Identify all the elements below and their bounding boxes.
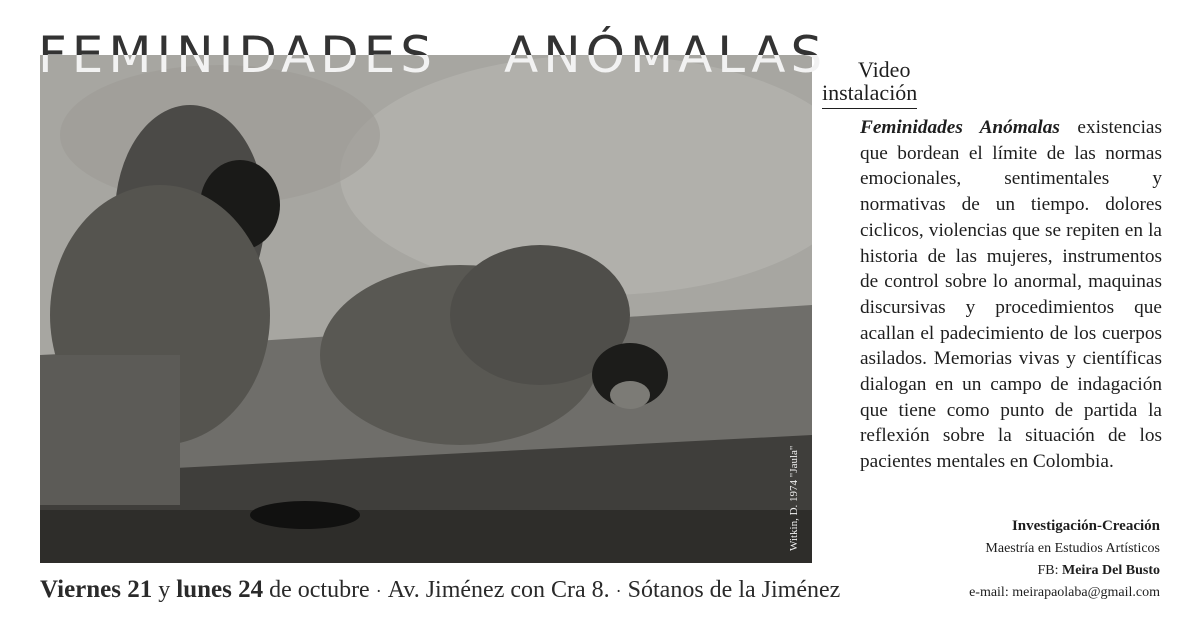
description-text: existencias que bordean el límite de las normas emocionales, sentimentales y normativas de un tiempo. dolores ciclicos, violencias que se repiten en la historia de las mujeres, instrumentos de control sobre lo anormal, maquinas discursivas y procedimientos que acallan el padecimiento de los cuerpos asilados. Memorias vivas y científicas dialogan en un campo de indagación que tiene como punto de partida la reflexión sobre la situación de los pacientes mentales en Colombia.: [860, 117, 1162, 473]
fb-label: FB:: [1037, 563, 1059, 578]
date-day2: lunes 24: [176, 576, 264, 603]
date-day1: Viernes 21: [40, 576, 153, 603]
date-conj: y: [152, 577, 177, 603]
facebook-line: [1038, 563, 1161, 579]
category-label: Investigación-Creación: [1011, 518, 1160, 534]
description-lead: Feminidades Anómalas: [860, 117, 1060, 138]
photo-credit: Witkin, D. 1974 "Jaula": [788, 445, 800, 551]
separator-dot: ·: [375, 581, 382, 601]
subtitle-instalacion: instalación: [822, 80, 917, 109]
venue: Sótanos de la Jiménez: [627, 577, 841, 603]
date-month: de octubre: [263, 577, 370, 603]
separator-dot: ·: [615, 581, 622, 601]
event-dates-footer: [40, 576, 840, 604]
title-word-anomalas: ANÓMALAS: [504, 26, 828, 84]
address: Av. Jiménez con Cra 8.: [387, 577, 610, 603]
email-line[interactable]: e-mail: meirapaolaba@gmail.com: [969, 585, 1160, 600]
description-paragraph: [860, 115, 1162, 475]
program-label: Maestría en Estudios Artísticos: [985, 541, 1160, 556]
subtitle-video: Video: [858, 57, 911, 82]
photo-illustration: [40, 55, 812, 563]
exhibition-photo: [40, 55, 812, 563]
title-word-feminidades: FEMINIDADES: [38, 26, 438, 84]
fb-name: Meira Del Busto: [1062, 563, 1160, 578]
